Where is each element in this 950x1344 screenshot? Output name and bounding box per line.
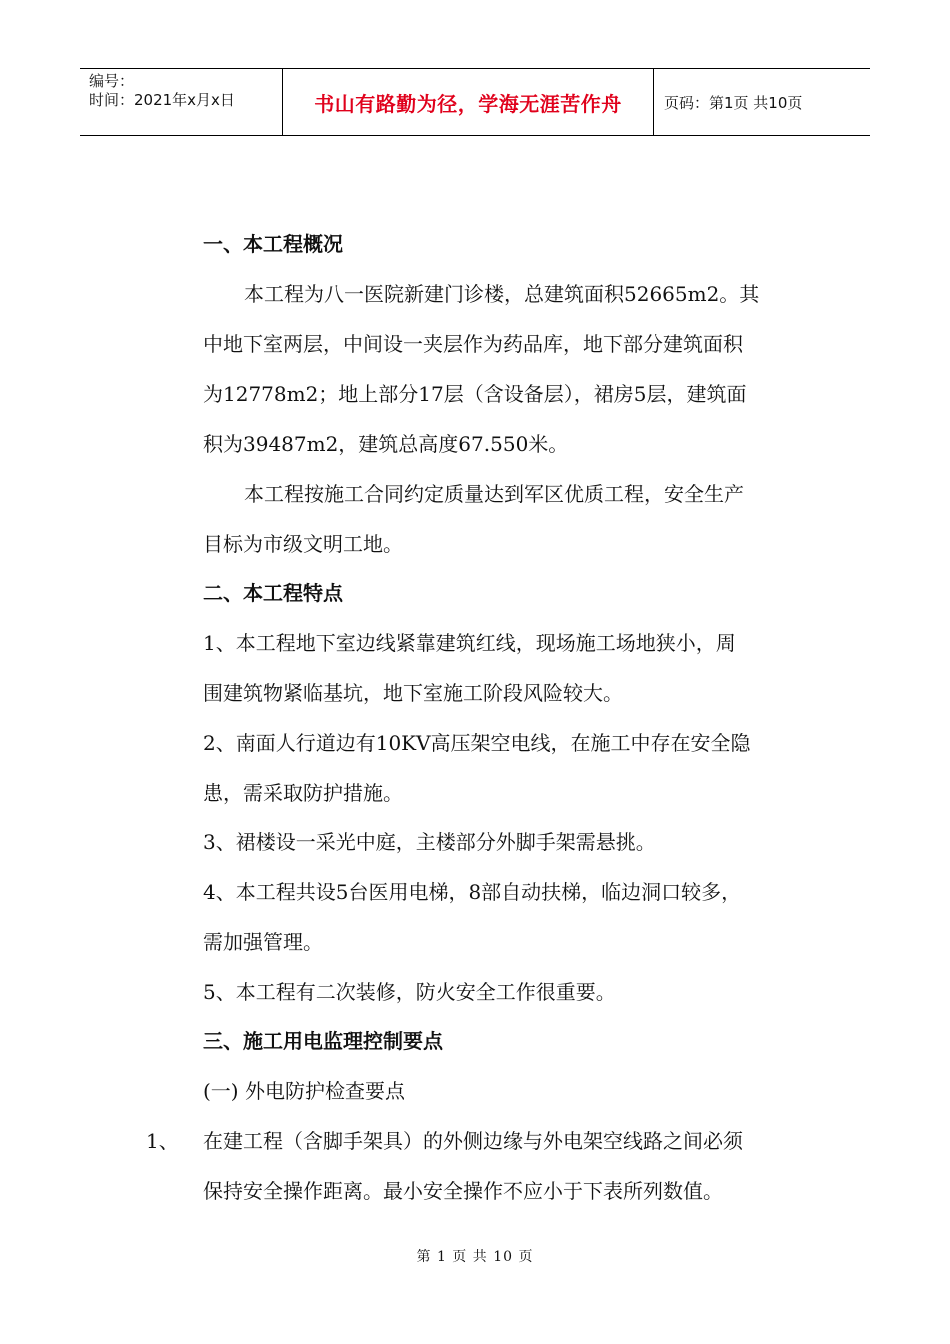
page-footer: 第 1 页 共 10 页 xyxy=(416,1249,534,1265)
paragraph-1-line-2: 中地下室两层，中间设一夹层作为药品库，地下部分建筑面积 xyxy=(203,332,743,356)
header-number-label: 编号： xyxy=(89,72,135,90)
section-3-heading: 三、施工用电监理控制要点 xyxy=(203,1029,443,1053)
item-1-line-1: 1、本工程地下室边线紧靠建筑红线，现场施工场地狭小，周 xyxy=(203,631,736,655)
paragraph-2-line-2: 目标为市级文明工地。 xyxy=(203,532,403,556)
item-5-line-1: 5、本工程有二次装修，防火安全工作很重要。 xyxy=(203,980,616,1004)
numbered-item-1-line-2: 保持安全操作距离。最小安全操作不应小于下表所列数值。 xyxy=(203,1179,723,1203)
paragraph-2-line-1: 本工程按施工合同约定质量达到军区优质工程，安全生产 xyxy=(244,482,744,506)
numbered-item-1-number: 1、 xyxy=(146,1129,179,1153)
paragraph-1-line-4: 积为39487m2，建筑总高度67.550米。 xyxy=(203,432,569,456)
header-motto: 书山有路勤为径，学海无涯苦作舟 xyxy=(282,69,654,135)
item-3-line-1: 3、裙楼设一采光中庭，主楼部分外脚手架需悬挑。 xyxy=(203,830,656,854)
paragraph-1-line-1: 本工程为八一医院新建门诊楼，总建筑面积52665m2。其 xyxy=(244,282,760,306)
section-1-heading: 一、本工程概况 xyxy=(203,232,343,256)
header-table xyxy=(80,68,870,136)
section-2-heading: 二、本工程特点 xyxy=(203,581,343,605)
header-time-label: 时间：2021年x月x日 xyxy=(89,91,235,109)
item-4-line-1: 4、本工程共设5台医用电梯，8部自动扶梯，临边洞口较多， xyxy=(203,880,742,904)
numbered-item-1-line-1: 在建工程（含脚手架具）的外侧边缘与外电架空线路之间必须 xyxy=(203,1129,743,1153)
header-page-label: 页码：第1页 共10页 xyxy=(664,93,803,112)
item-2-line-2: 患，需采取防护措施。 xyxy=(203,781,403,805)
subsection-1-heading: (一) 外电防护检查要点 xyxy=(203,1079,405,1103)
item-4-line-2: 需加强管理。 xyxy=(203,930,323,954)
item-1-line-2: 围建筑物紧临基坑，地下室施工阶段风险较大。 xyxy=(203,681,623,705)
item-2-line-1: 2、南面人行道边有10KV高压架空电线，在施工中存在安全隐 xyxy=(203,731,751,755)
header-meta-cell xyxy=(80,69,282,135)
paragraph-1-line-3: 为12778m2；地上部分17层（含设备层），裙房5层，建筑面 xyxy=(203,382,747,406)
